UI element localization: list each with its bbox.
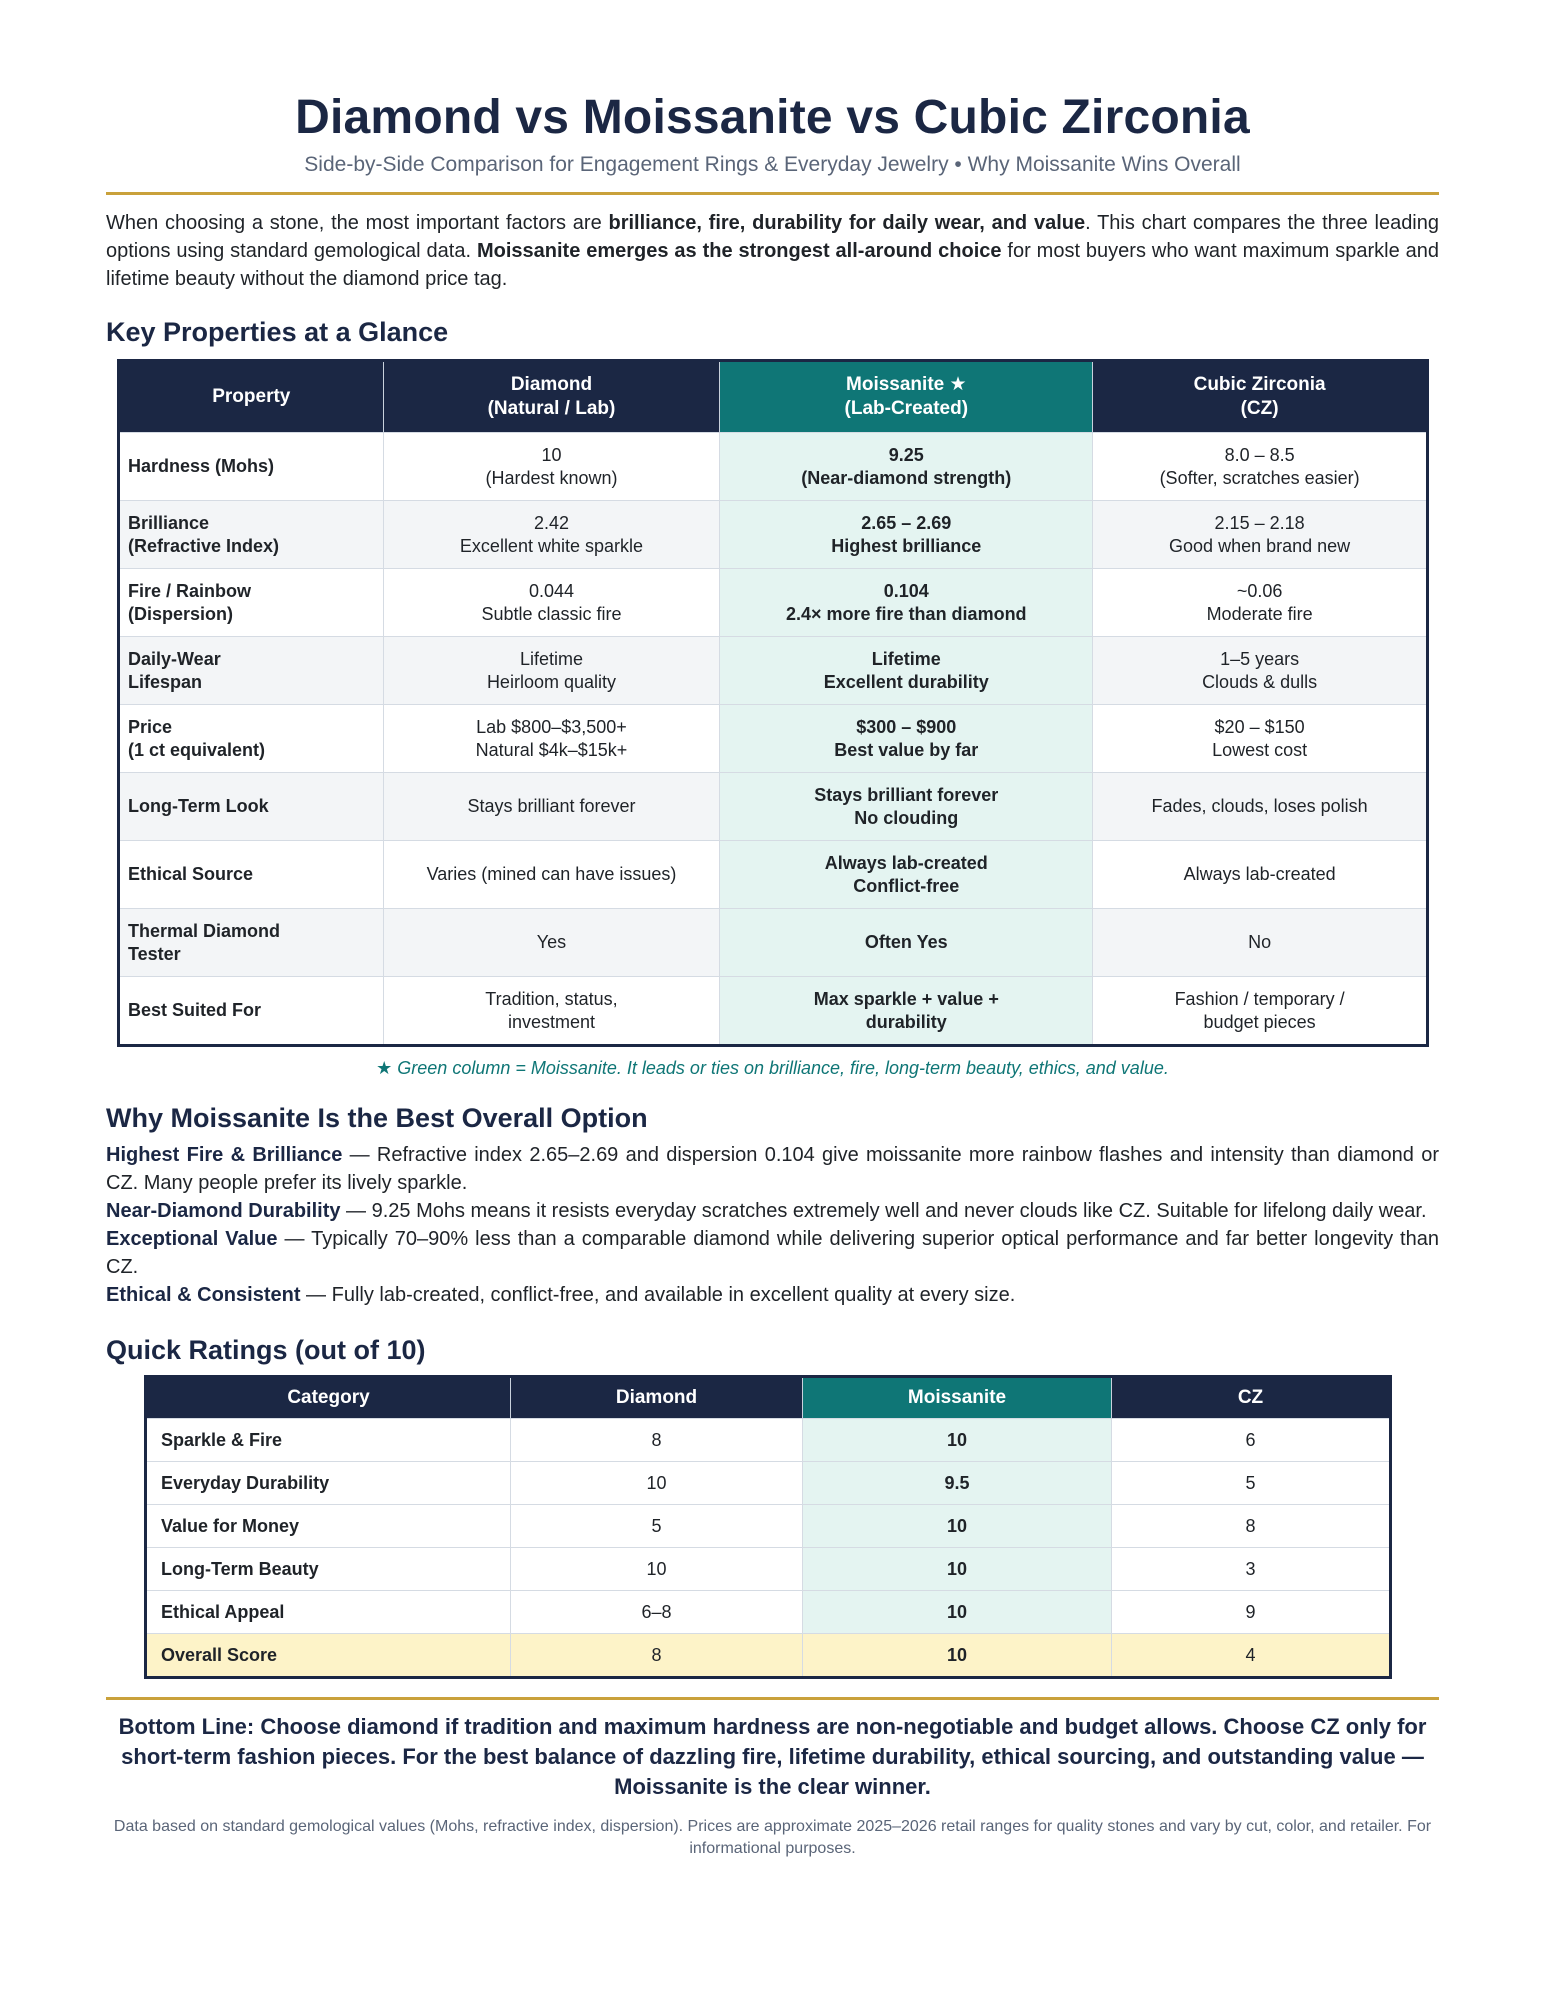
cz-score: 4 [1112,1634,1391,1678]
property-cell: Price (1 ct equivalent) [119,705,384,773]
diamond-score: 10 [511,1548,803,1591]
why-item-text: — Typically 70–90% less than a comparable diamond while delivering superior optical performance and far better longevity than CZ. [106,1228,1439,1278]
diamond-score: 8 [511,1419,803,1462]
cz-cell: Always lab-created [1093,841,1428,909]
cz-cell: Fashion / temporary / budget pieces [1093,977,1428,1046]
why-item-text: — Fully lab-created, conflict-free, and available in excellent quality at every size. [300,1284,1016,1306]
moissanite-cell: Max sparkle + value + durability [720,977,1093,1046]
why-list [106,1141,1439,1309]
cz-score: 8 [1112,1505,1391,1548]
category-cell: Sparkle & Fire [146,1419,511,1462]
why-item [106,1141,1439,1197]
property-cell: Fire / Rainbow (Dispersion) [119,569,384,637]
moissanite-cell: $300 – $900 Best value by far [720,705,1093,773]
cz-cell: 8.0 – 8.5 (Softer, scratches easier) [1093,433,1428,501]
why-item-text: — Refractive index 2.65–2.69 and dispersion 0.104 give moissanite more rainbow flashes and intensity than diamond or CZ. Many people prefer its lively sparkle. [106,1144,1439,1194]
top-divider [106,192,1439,195]
table-row [146,1505,1391,1548]
bottom-line: Bottom Line: Choose diamond if tradition and maximum hardness are non-negotiable and budget allows. Choose CZ only for short-term fashion pieces. For the best balance of dazzling fire, lifetime durability, ethical sourcing, and outstanding value — Moissanite is the clear winner. [118,1714,1427,1799]
properties-table [117,359,1429,1047]
cz-cell: $20 – $150 Lowest cost [1093,705,1428,773]
col-header-diamond: Diamond [511,1377,803,1419]
category-cell: Overall Score [146,1634,511,1678]
property-cell: Hardness (Mohs) [119,433,384,501]
table-row [146,1591,1391,1634]
moissanite-score: 10 [803,1419,1112,1462]
table-row [119,705,1428,773]
diamond-score: 10 [511,1462,803,1505]
table-row [146,1419,1391,1462]
table-row [119,841,1428,909]
cz-score: 6 [1112,1419,1391,1462]
col-header-cz: CZ [1112,1377,1391,1419]
bottom-divider [106,1697,1439,1700]
properties-heading: Key Properties at a Glance [106,317,449,347]
table-row [119,433,1428,501]
why-item [106,1197,1439,1225]
property-cell: Long-Term Look [119,773,384,841]
diamond-cell: 0.044 Subtle classic fire [383,569,720,637]
why-item [106,1281,1439,1309]
category-cell: Value for Money [146,1505,511,1548]
property-cell: Daily-Wear Lifespan [119,637,384,705]
moissanite-cell: Always lab-created Conflict-free [720,841,1093,909]
table-row [119,977,1428,1046]
table-row [119,773,1428,841]
page-subtitle: Side-by-Side Comparison for Engagement Rings & Everyday Jewelry • Why Moissanite Wins Overall [304,153,1241,176]
why-item-title: Ethical & Consistent [106,1284,301,1306]
moissanite-cell: 2.65 – 2.69 Highest brilliance [720,501,1093,569]
cz-score: 5 [1112,1462,1391,1505]
diamond-cell: Yes [383,909,720,977]
moissanite-cell: 0.104 2.4× more fire than diamond [720,569,1093,637]
footnote: Data based on standard gemological values (Mohs, refractive index, dispersion). Prices are approximate 2025–2026 retail ranges for quality stones and vary by cut, color, and retailer. For informational purposes. [113,1818,1432,1857]
property-cell: Thermal Diamond Tester [119,909,384,977]
table-note: ★ Green column = Moissanite. It leads or ties on brilliance, fire, long-term beauty, ethics, and value. [376,1058,1169,1078]
table-row [119,637,1428,705]
moissanite-cell: Often Yes [720,909,1093,977]
category-cell: Everyday Durability [146,1462,511,1505]
cz-cell: ~0.06 Moderate fire [1093,569,1428,637]
cz-cell: Fades, clouds, loses polish [1093,773,1428,841]
table-row [146,1462,1391,1505]
diamond-cell: Lifetime Heirloom quality [383,637,720,705]
moissanite-cell: Stays brilliant forever No clouding [720,773,1093,841]
table-row [119,501,1428,569]
why-item-title: Highest Fire & Brilliance [106,1144,343,1166]
diamond-cell: Lab $800–$3,500+ Natural $4k–$15k+ [383,705,720,773]
cz-cell: 2.15 – 2.18 Good when brand new [1093,501,1428,569]
col-header-diamond: Diamond (Natural / Lab) [383,361,720,433]
table-row [119,909,1428,977]
col-header-cz: Cubic Zirconia (CZ) [1093,361,1428,433]
cz-score: 9 [1112,1591,1391,1634]
cz-cell: 1–5 years Clouds & dulls [1093,637,1428,705]
why-item [106,1225,1439,1281]
col-header-property: Property [119,361,384,433]
diamond-cell: Stays brilliant forever [383,773,720,841]
property-cell: Best Suited For [119,977,384,1046]
properties-header-row [119,361,1428,433]
overall-score-row [146,1634,1391,1678]
moissanite-score: 9.5 [803,1462,1112,1505]
why-item-text: — 9.25 Mohs means it resists everyday scratches extremely well and never clouds like CZ. Suitable for lifelong daily wear. [340,1200,1427,1222]
intro-text-2: . This chart compares the three leading options using standard gemological data. [106,212,1440,262]
table-row [119,569,1428,637]
ratings-header-row [146,1377,1391,1419]
cz-score: 3 [1112,1548,1391,1591]
col-header-moissanite: Moissanite ★ (Lab-Created) [720,361,1093,433]
property-cell: Brilliance (Refractive Index) [119,501,384,569]
diamond-cell: 2.42 Excellent white sparkle [383,501,720,569]
category-cell: Ethical Appeal [146,1591,511,1634]
diamond-cell: Tradition, status, investment [383,977,720,1046]
intro-text-1: When choosing a stone, the most important factors are [106,212,609,234]
moissanite-score: 10 [803,1548,1112,1591]
moissanite-cell: Lifetime Excellent durability [720,637,1093,705]
page-title: Diamond vs Moissanite vs Cubic Zirconia [295,91,1250,144]
moissanite-score: 10 [803,1505,1112,1548]
moissanite-cell: 9.25 (Near-diamond strength) [720,433,1093,501]
diamond-score: 5 [511,1505,803,1548]
cz-cell: No [1093,909,1428,977]
why-item-title: Exceptional Value [106,1228,278,1250]
ratings-table [144,1375,1392,1679]
moissanite-score: 10 [803,1591,1112,1634]
intro-text-3: for most buyers who want maximum sparkle and lifetime beauty without the diamond price tag. [106,240,1440,290]
intro-bold-1: brilliance, fire, durability for daily wear, and value [608,212,1086,234]
diamond-cell: 10 (Hardest known) [383,433,720,501]
intro-paragraph [106,209,1439,293]
category-cell: Long-Term Beauty [146,1548,511,1591]
diamond-score: 6–8 [511,1591,803,1634]
why-heading: Why Moissanite Is the Best Overall Option [106,1103,648,1133]
col-header-moissanite: Moissanite [803,1377,1112,1419]
table-row [146,1548,1391,1591]
moissanite-score: 10 [803,1634,1112,1678]
why-item-title: Near-Diamond Durability [106,1200,341,1222]
diamond-score: 8 [511,1634,803,1678]
intro-bold-2: Moissanite emerges as the strongest all-around choice [476,240,1002,262]
property-cell: Ethical Source [119,841,384,909]
ratings-heading: Quick Ratings (out of 10) [106,1335,426,1365]
col-header-category: Category [146,1377,511,1419]
diamond-cell: Varies (mined can have issues) [383,841,720,909]
